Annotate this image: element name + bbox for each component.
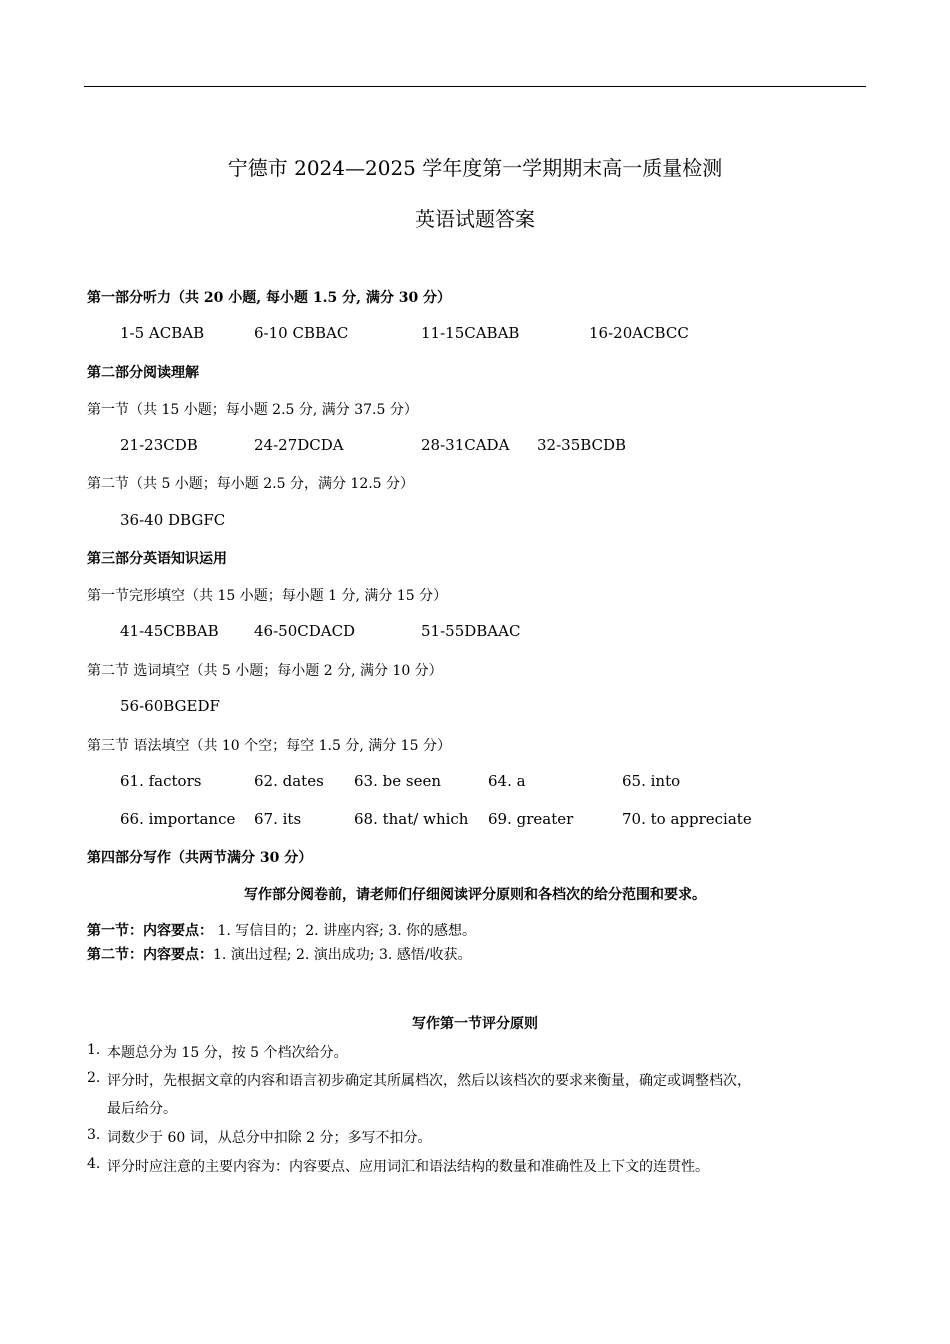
scoring-item-number: 4. (87, 1156, 101, 1172)
answer-group: 32-35BCDB (537, 436, 627, 454)
answer-group: 11-15CABAB (421, 324, 520, 342)
part1-heading: 第一部分听力（共 20 小题, 每小题 1.5 分, 满分 30 分） (87, 290, 452, 306)
top-rule (84, 86, 866, 87)
part3-section1-label: 第一节完形填空（共 15 小题；每小题 1 分, 满分 15 分） (87, 588, 448, 604)
grammar-answer: 62. dates (254, 772, 324, 790)
answer-group: 41-45CBBAB (120, 622, 219, 640)
scoring-item-number: 2. (87, 1070, 101, 1086)
scoring-item-continuation: 最后给分。 (107, 1101, 177, 1117)
scoring-item-number: 1. (87, 1042, 101, 1058)
document-subtitle: 英语试题答案 (415, 207, 535, 231)
grammar-answer: 70. to appreciate (622, 810, 752, 828)
grammar-answer: 67. its (254, 810, 302, 828)
answer-group: 6-10 CBBAC (254, 324, 349, 342)
grammar-answer: 61. factors (120, 772, 202, 790)
answer-group: 21-23CDB (120, 436, 198, 454)
scoring-title: 写作第一节评分原则 (412, 1016, 538, 1032)
grammar-answer: 68. that/ which (354, 810, 469, 828)
part2-heading: 第二部分阅读理解 (87, 365, 199, 381)
scoring-item-number: 3. (87, 1127, 101, 1143)
scoring-item-text: 评分时应注意的主要内容为：内容要点、应用词汇和语法结构的数量和准确性及上下文的连贯性。 (107, 1159, 709, 1175)
answer-group: 51-55DBAAC (421, 622, 521, 640)
answer-group: 24-27DCDA (254, 436, 344, 454)
writing-section2-points (87, 944, 471, 964)
answer-group: 36-40 DBGFC (120, 511, 226, 529)
scoring-item-text: 词数少于 60 词，从总分中扣除 2 分；多写不扣分。 (107, 1130, 432, 1146)
document-title: 宁德市 2024—2025 学年度第一学期期末高一质量检测 (227, 156, 723, 180)
writing-section2-text: 1. 演出过程; 2. 演出成功; 3. 感悟/收获。 (213, 947, 472, 963)
part4-heading: 第四部分写作（共两节满分 30 分） (87, 850, 313, 866)
answer-group: 16-20ACBCC (589, 324, 689, 342)
marking-notice: 写作部分阅卷前，请老师们仔细阅读评分原则和各档次的给分范围和要求。 (244, 887, 706, 903)
part3-heading: 第三部分英语知识运用 (87, 551, 227, 567)
part3-section3-label: 第三节 语法填空（共 10 个空；每空 1.5 分, 满分 15 分） (87, 738, 451, 754)
scoring-item-text: 本题总分为 15 分，按 5 个档次给分。 (107, 1045, 348, 1061)
part3-section2-label: 第二节 选词填空（共 5 小题；每小题 2 分, 满分 10 分） (87, 663, 443, 679)
writing-section1-text: 1. 写信目的；2. 讲座内容; 3. 你的感想。 (213, 923, 477, 939)
grammar-answer: 69. greater (488, 810, 574, 828)
writing-section1-points (87, 920, 476, 940)
part2-section1-label: 第一节（共 15 小题；每小题 2.5 分, 满分 37.5 分） (87, 402, 418, 418)
answer-group: 56-60BGEDF (120, 697, 220, 715)
answer-group: 28-31CADA (421, 436, 510, 454)
scoring-item-text: 评分时，先根据文章的内容和语言初步确定其所属档次，然后以该档次的要求来衡量，确定或调整档次， (107, 1073, 751, 1089)
grammar-answer: 66. importance (120, 810, 236, 828)
grammar-answer: 65. into (622, 772, 681, 790)
writing-section2-label: 第二节：内容要点： (87, 947, 213, 963)
grammar-answer: 63. be seen (354, 772, 441, 790)
writing-section1-label: 第一节：内容要点： (87, 923, 213, 939)
part2-section2-label: 第二节（共 5 小题；每小题 2.5 分，满分 12.5 分） (87, 476, 415, 492)
grammar-answer: 64. a (488, 772, 526, 790)
answer-group: 46-50CDACD (254, 622, 356, 640)
answer-group: 1-5 ACBAB (120, 324, 205, 342)
